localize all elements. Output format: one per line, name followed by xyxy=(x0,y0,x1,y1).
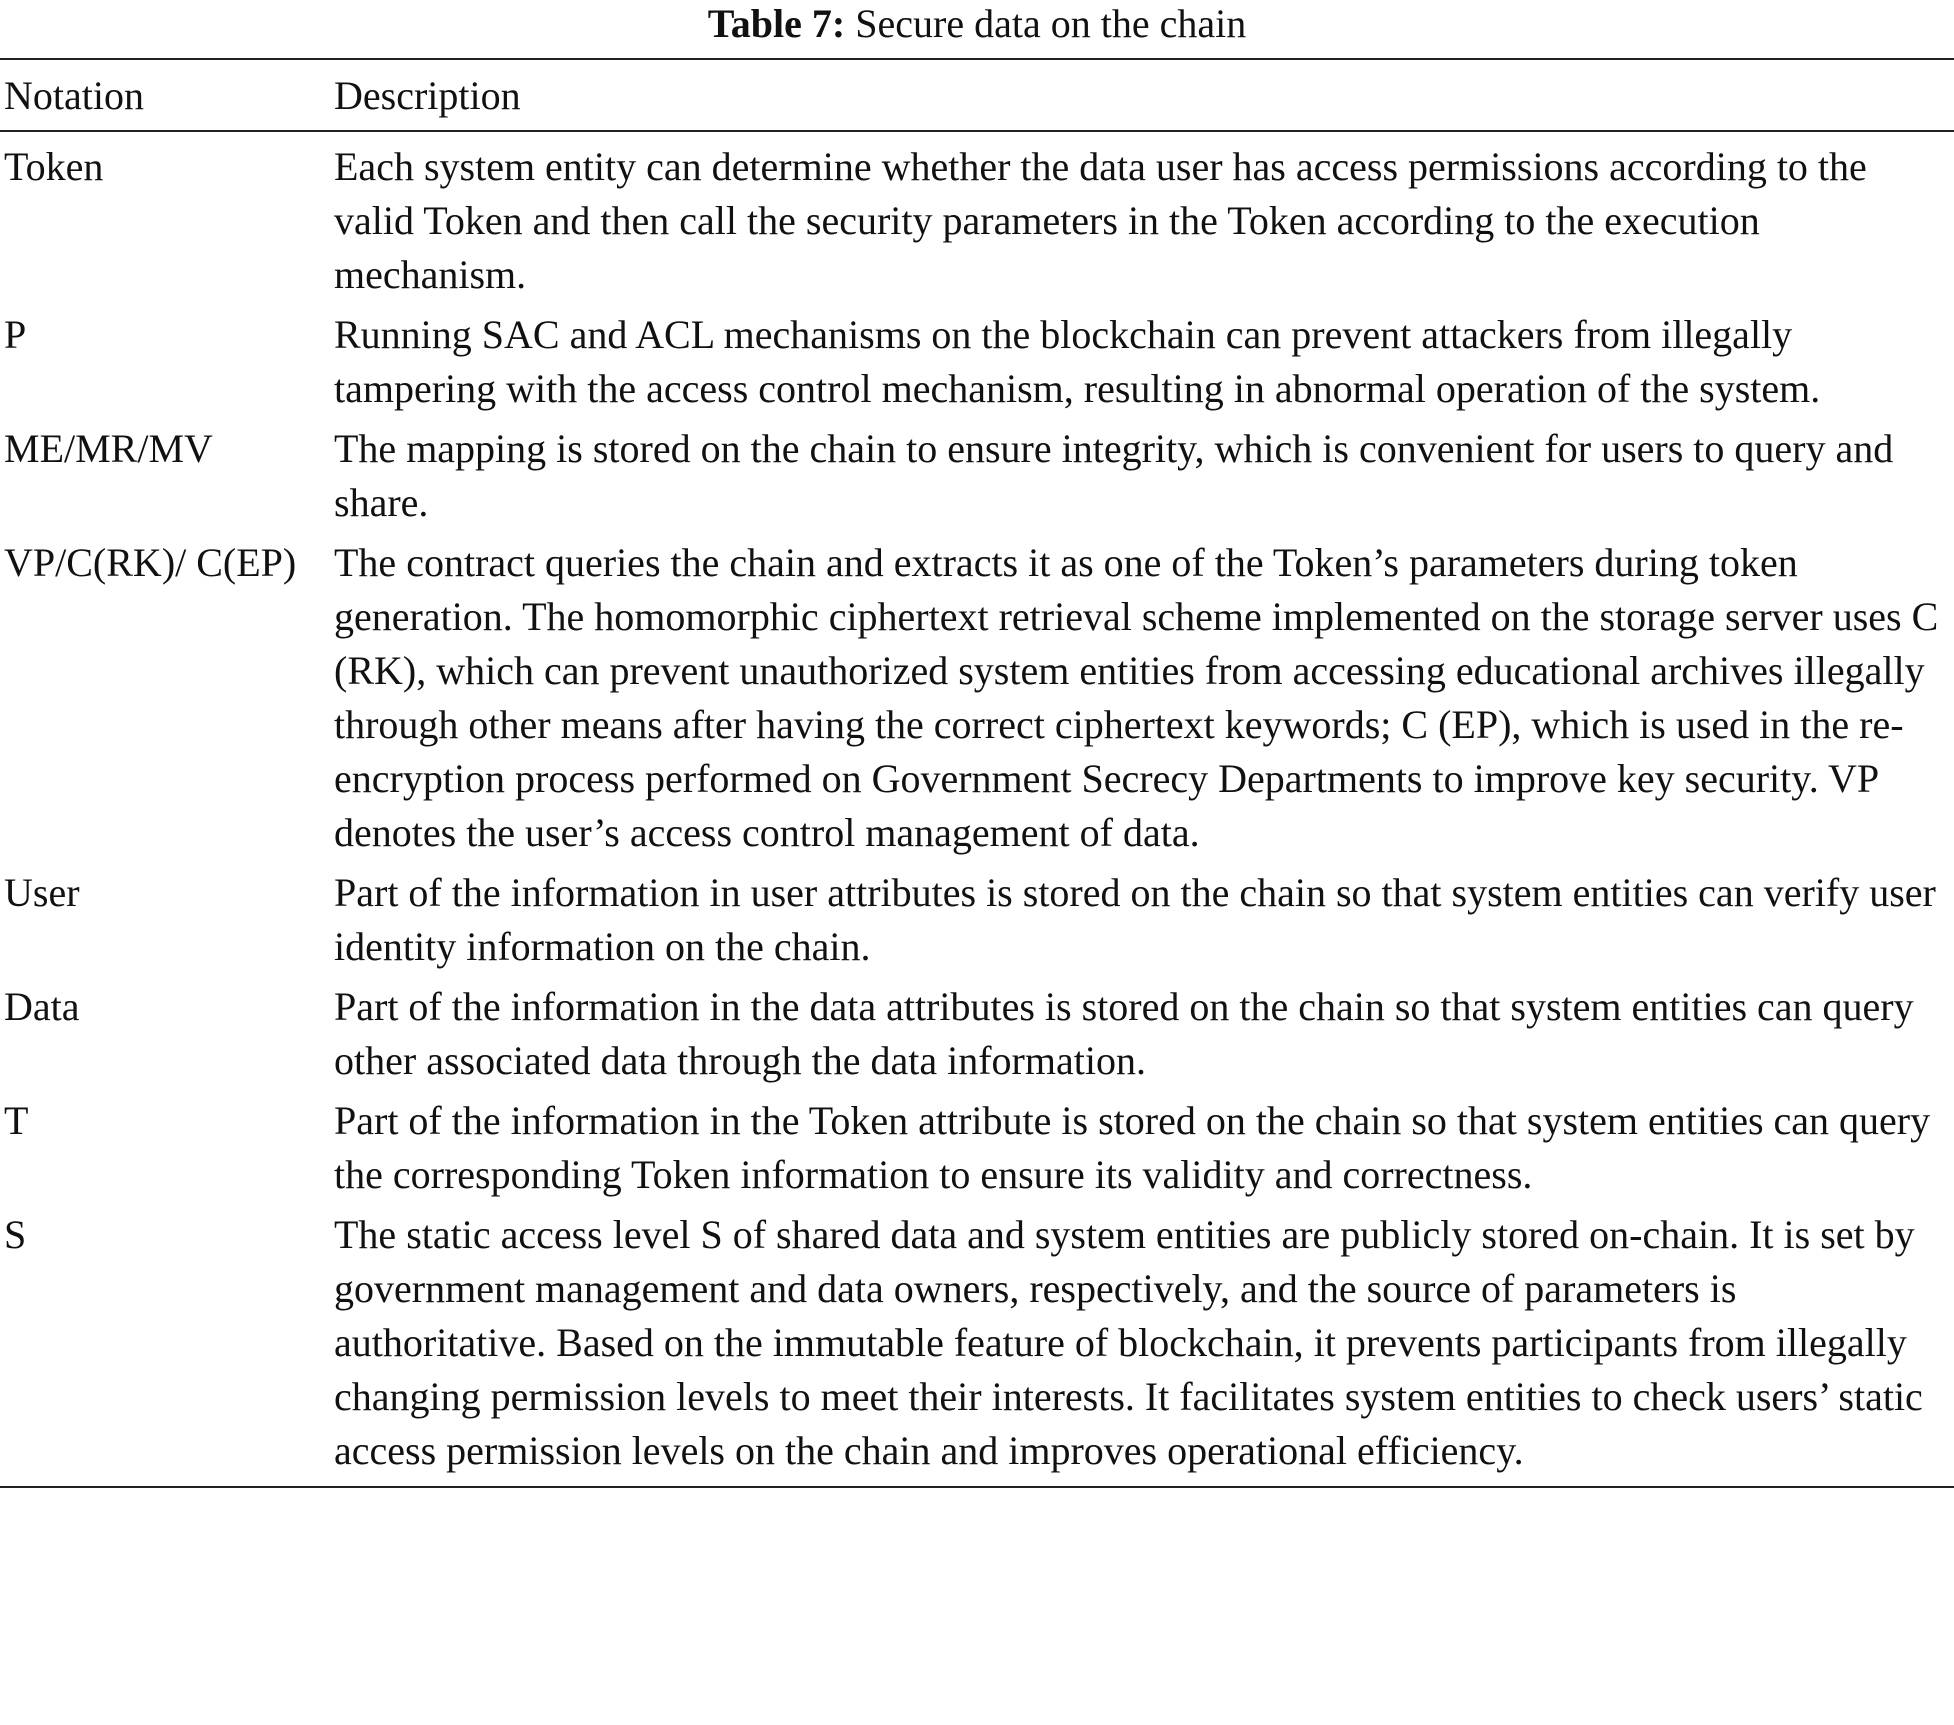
table-row xyxy=(0,864,1954,978)
row-notation: S xyxy=(4,1212,27,1257)
row-notation: User xyxy=(4,870,80,915)
row-description: The mapping is stored on the chain to ensure integrity, which is convenient for users to query and share. xyxy=(334,426,1894,525)
caption-title: Secure data on the chain xyxy=(855,1,1247,46)
row-description: Part of the information in the data attributes is stored on the chain so that system entities can query other associated data through the data information. xyxy=(334,984,1914,1083)
row-notation: Token xyxy=(4,144,104,189)
row-description: The contract queries the chain and extracts it as one of the Token’s parameters during token generation. The homomorphic ciphertext retrieval scheme implemented on the storage server uses C (RK), which can prevent unauthorized system entities from accessing educational archives illegally through other means after having the correct ciphertext keywords; C (EP), which is used in the re-encryption process performed on Government Secrecy Departments to improve key security. VP denotes the user’s access control management of data. xyxy=(334,540,1939,855)
table-row xyxy=(0,420,1954,534)
row-notation: Data xyxy=(4,984,80,1029)
table-row xyxy=(0,306,1954,420)
header-description: Description xyxy=(334,73,521,118)
row-description: Part of the information in the Token attribute is stored on the chain so that system entities can query the corresponding Token information to ensure its validity and correctness. xyxy=(334,1098,1931,1197)
table-row xyxy=(0,978,1954,1092)
header-notation: Notation xyxy=(4,73,144,118)
caption-label: Table 7: xyxy=(707,1,846,46)
table-row xyxy=(0,534,1954,864)
bottom-rule xyxy=(0,1486,1954,1488)
notation-table-body xyxy=(0,132,1954,1482)
table-row xyxy=(0,132,1954,306)
row-description: The static access level S of shared data and system entities are publicly stored on-chain. It is set by government management and data owners, respectively, and the source of parameters is authoritative. Based on the immutable feature of blockchain, it prevents participants from illegally changing permission levels to meet their interests. It facilitates system entities to check users’ static access permission levels on the chain and improves operational efficiency. xyxy=(334,1212,1923,1473)
row-notation: T xyxy=(4,1098,29,1143)
notation-table xyxy=(0,60,1954,130)
row-description: Part of the information in user attributes is stored on the chain so that system entities can verify user identity information on the chain. xyxy=(334,870,1936,969)
row-description: Running SAC and ACL mechanisms on the blockchain can prevent attackers from illegally tampering with the access control mechanism, resulting in abnormal operation of the system. xyxy=(334,312,1821,411)
table-row xyxy=(0,1092,1954,1206)
row-notation: P xyxy=(4,312,27,357)
header-row xyxy=(0,60,1954,130)
table-row xyxy=(0,1206,1954,1482)
row-notation: ME/MR/MV xyxy=(4,426,213,471)
row-notation: VP/C(RK)/ C(EP) xyxy=(4,540,297,585)
table-caption xyxy=(0,0,1954,56)
row-description: Each system entity can determine whether the data user has access permissions according to the valid Token and then call the security parameters in the Token according to the execution mechanism. xyxy=(334,144,1867,297)
